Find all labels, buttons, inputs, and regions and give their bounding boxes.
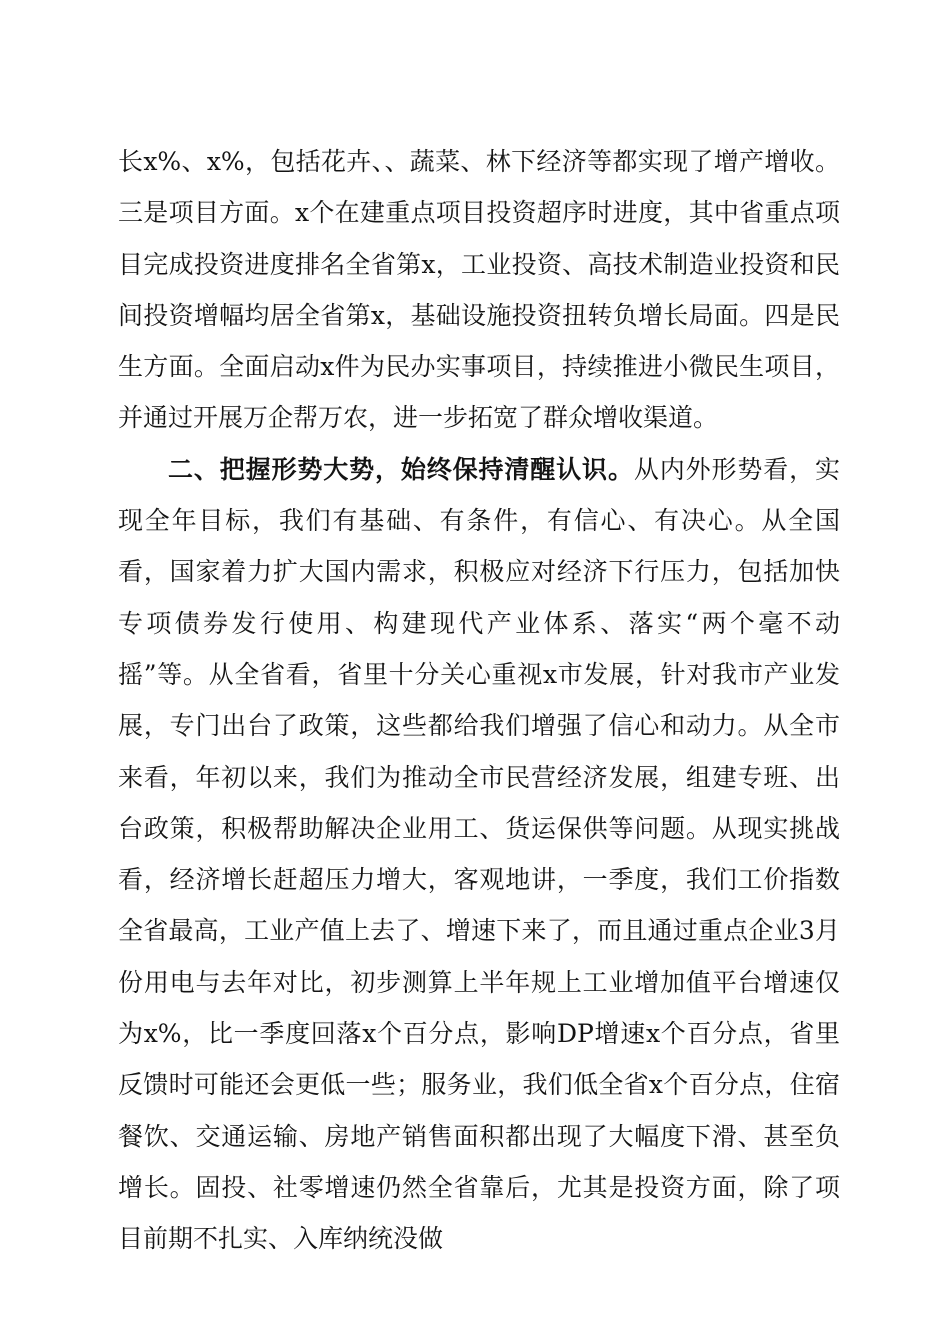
document-body xyxy=(118,136,840,1265)
section-heading: 二、把握形势大势，始终保持清醒认识。 xyxy=(168,454,634,484)
section-body-text: 从内外形势看，实现全年目标，我们有基础、有条件，有信心、有决心。从全国看，国家着力扩大国内需求，积极应对经济下行压力，包括加快专项债券发行使用、构建现代产业体系、落实“两个毫不动摇”等。从全省看，省里十分关心重视x市发展，针对我市产业发展，专门出台了政策，这些都给我们增强了信心和动力。从全市来看，年初以来，我们为推动全市民营经济发展，组建专班、出台政策，积极帮助解决企业用工、货运保供等问题。从现实挑战看，经济增长赶超压力增大，客观地讲，一季度，我们工价指数全省最高，工业产值上去了、增速下来了，而且通过重点企业3月份用电与去年对比，初步测算上半年规上工业增加值平台增速仅为x%，比一季度回落x个百分点，影响DP增速x个百分点，省里反馈时可能还会更低一些；服务业，我们低全省x个百分点，住宿餐饮、交通运输、房地产销售面积都出现了大幅度下滑、甚至负增长。固投、社零增速仍然全省靠后，尤其是投资方面，除了项目前期不扎实、入库纳统没做 xyxy=(118,454,840,1254)
paragraph-project-livelihood: 长x%、x%，包括花卉、、蔬菜、林下经济等都实现了增产增收。三是项目方面。x个在建重点项目投资超序时进度，其中省重点项目完成投资进度排名全省第x，工业投资、高技术制造业投资和民间投资增幅均居全省第x，基础设施投资扭转负增长局面。四是民生方面。全面启动x件为民办实事项目，持续推进小微民生项目，并通过开展万企帮万农，进一步拓宽了群众增收渠道。 xyxy=(118,147,840,433)
paragraph-situation xyxy=(118,444,840,1265)
